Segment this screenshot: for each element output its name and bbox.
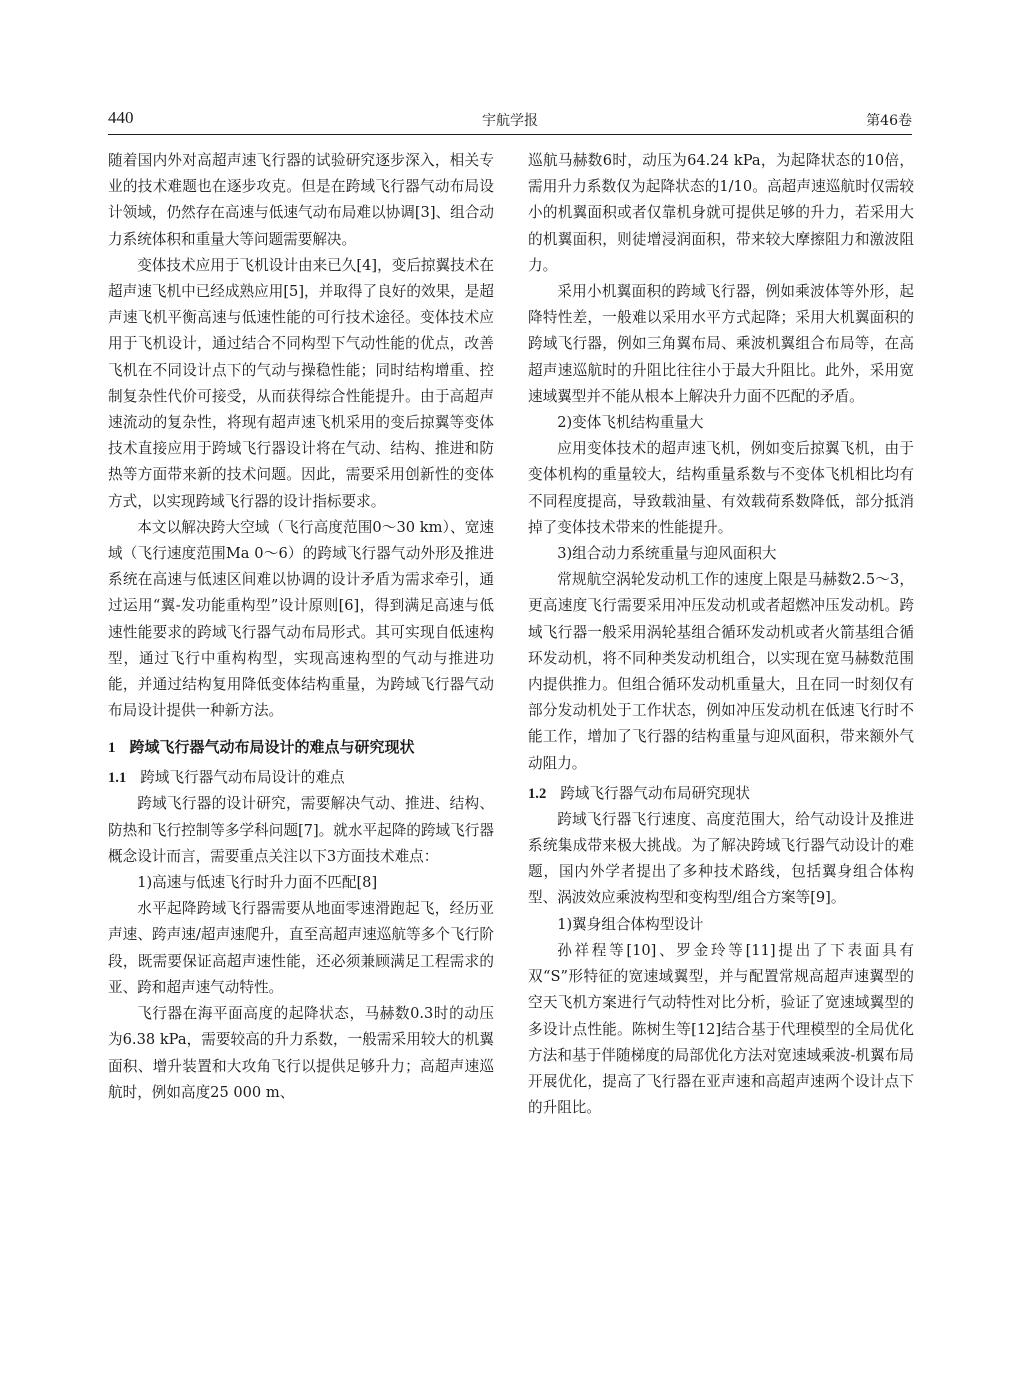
paragraph: 跨域飞行器的设计研究，需要解决气动、推进、结构、防热和飞行控制等多学科问题[7]。就水平起降的跨域飞行器概念设计而言，需要重点关注以下3方面技术难点： [108, 795, 494, 865]
section-number: 1 [108, 740, 116, 757]
running-header [108, 104, 912, 135]
page-number: 440 [108, 108, 134, 127]
list-item: 1)高速与低速飞行时升力面不匹配[8] [137, 874, 378, 892]
right-column [528, 148, 914, 1121]
paragraph: 本文以解决跨大空域（飞行高度范围0～30 km）、宽速域（飞行速度范围Ma 0～6）的跨域飞行器气动外形及推进系统在高速与低速区间难以协调的设计矛盾为需求牵引，通过运用“翼-发功能重构型”设计原则[6]，得到满足高速与低速性能要求的跨域飞行器气动布局形式。其可实现自低速构型，通过飞行中重构构型，实现高速构型的气动与推进功能，并通过结构复用降低变体结构重量，为跨域飞行器气动布局设计提供一种新方法。 [108, 518, 494, 720]
paragraph: 采用小机翼面积的跨域飞行器，例如乘波体等外形，起降特性差，一般难以采用水平方式起降；采用大机翼面积的跨域飞行器，例如三角翼布局、乘波机翼组合布局等，在高超声速巡航时的升阻比往往小于最大升阻比。此外，采用宽速域翼型并不能从根本上解决升力面不匹配的矛盾。 [528, 283, 914, 405]
section-heading-1 [108, 734, 494, 761]
paragraph: 应用变体技术的超声速飞机，例如变后掠翼飞机，由于变体机构的重量较大，结构重量系数与不变体飞机相比均有不同程度提高，导致载油量、有效载荷系数降低，部分抵消掉了变体技术带来的性能提升。 [528, 440, 914, 536]
paragraph: 变体技术应用于飞机设计由来已久[4]，变后掠翼技术在超声速飞机中已经成熟应用[5]，并取得了良好的效果，是超声速飞机平衡高速与低速性能的可行技术途径。变体技术应用于飞机设计，通过结合不同构型下气动性能的优点，改善飞机在不同设计点下的气动与操稳性能；同时结构增重、控制复杂性代价可接受，从而获得综合性能提升。由于高超声速流动的复杂性，将现有超声速飞机采用的变后掠翼等变体技术直接应用于跨域飞行器设计将在气动、结构、推进和防热等方面带来新的技术问题。因此，需要采用创新性的变体方式，以实现跨域飞行器的设计指标要求。 [108, 256, 494, 510]
list-item: 2)变体飞机结构重量大 [557, 414, 704, 432]
section-number: 1.2 [528, 785, 547, 802]
section-title: 跨域飞行器气动布局设计的难点 [140, 769, 345, 787]
subsection-heading-1-2 [528, 781, 914, 807]
paragraph: 常规航空涡轮发动机工作的速度上限是马赫数2.5～3，更高速度飞行需要采用冲压发动机或者超燃冲压发动机。跨域飞行器一般采用涡轮基组合循环发动机或者火箭基组合循环发动机，将不同种类发动机组合，以实现在宽马赫数范围内提供推力。但组合循环发动机重量大，且在同一时刻仅有部分发动机处于工作状态，例如冲压发动机在低速飞行时不能工作，增加了飞行器的结构重量与迎风面积，带来额外气动阻力。 [528, 571, 914, 772]
paragraph: 孙祥程等[10]、罗金玲等[11]提出了下表面具有双“S”形特征的宽速域翼型，并与配置常规高超声速翼型的空天飞机方案进行气动特性对比分析，验证了宽速域翼型的多设计点性能。陈树生等[12]结合基于代理模型的全局优化方法和基于伴随梯度的局部优化方法对宽速域乘波-机翼布局开展优化，提高了飞行器在亚声速和高超声速两个设计点下的升阻比。 [528, 941, 914, 1117]
section-title: 跨域飞行器气动布局设计的难点与研究现状 [129, 738, 415, 757]
paragraph: 随着国内外对高超声速飞行器的试验研究逐步深入，相关专业的技术难题也在逐步攻克。但是在跨域飞行器气动布局设计领域，仍然存在高速与低速气动布局难以协调[3]、组合动力系统体积和重量大等问题需要解决。 [108, 152, 494, 248]
paragraph: 跨域飞行器飞行速度、高度范围大，给气动设计及推进系统集成带来极大挑战。为了解决跨域飞行器气动设计的难题，国内外学者提出了多种技术路线，包括翼身组合体构型、涡波效应乘波构型和变构型/组合方案等[9]。 [528, 810, 914, 907]
journal-name: 宇航学报 [482, 113, 538, 129]
section-number: 1.1 [108, 770, 127, 787]
left-column [108, 148, 494, 1106]
volume-label: 第46卷 [866, 113, 912, 129]
paragraph: 巡航马赫数6时，动压为64.24 kPa，为起降状态的10倍，需用升力系数仅为起降状态的1/10。高超声速巡航时仅需较小的机翼面积或者仅靠机身就可提供足够的升力，若采用大的机翼面积，则徒增浸润面积，带来较大摩擦阻力和激波阻力。 [528, 152, 914, 274]
paragraph: 水平起降跨域飞行器需要从地面零速滑跑起飞，经历亚声速、跨声速/超声速爬升，直至高超声速巡航等多个飞行阶段，既需要保证高超声速性能，还必须兼顾满足工程需求的亚、跨和超声速气动特性。 [108, 900, 494, 996]
paragraph: 飞行器在海平面高度的起降状态，马赫数0.3时的动压为6.38 kPa，需要较高的升力系数，一般需采用较大的机翼面积、增升装置和大攻角飞行以提供足够升力；高超声速巡航时，例如高度25 000 m、 [108, 1005, 494, 1101]
list-item: 1)翼身组合体构型设计 [557, 915, 704, 933]
subsection-heading-1-1 [108, 765, 494, 791]
list-item: 3)组合动力系统重量与迎风面积大 [557, 545, 777, 563]
section-title: 跨域飞行器气动布局研究现状 [560, 784, 750, 802]
